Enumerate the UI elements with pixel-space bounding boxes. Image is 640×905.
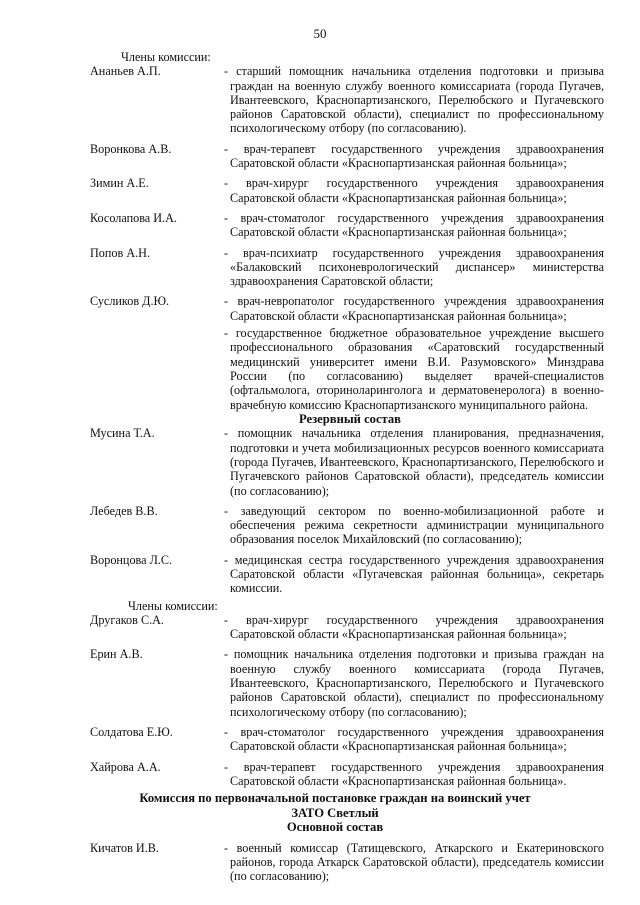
member-name: Мусина Т.А. — [90, 426, 155, 441]
member-row — [0, 176, 640, 205]
members-list-1 — [0, 64, 640, 412]
members-label-1: Члены комиссии: — [121, 50, 211, 64]
member-name: Ананьев А.П. — [90, 64, 161, 79]
member-row — [0, 613, 640, 642]
member-row — [0, 647, 640, 718]
member-row — [0, 211, 640, 240]
member-desc: - врач-хирург государственного учреждения здравоохранения Саратовской области «Краснопартизанская районная больница»; — [224, 612, 604, 642]
reserve-heading: Резервный состав — [299, 411, 401, 426]
commission-subheading: ЗАТО Светлый — [291, 805, 379, 820]
member-row — [0, 553, 640, 596]
member-row — [0, 760, 640, 789]
page-number: 50 — [313, 26, 327, 41]
member-name: Сусликов Д.Ю. — [90, 294, 170, 309]
member-name: Кичатов И.В. — [90, 840, 159, 855]
member-desc: - врач-стоматолог государственного учреждения здравоохранения Саратовской области «Краснопартизанская районная больница»; — [224, 210, 604, 240]
member-desc: - помощник начальника отделения планирования, предназначения, подготовки и учета мобилизационных ресурсов военного комиссариата (города Пугачев, Ивантеевского, Краснопартизанского, Перелюбского и Пугачевского районов Саратовской области), председатель комиссии (по согласованию); — [224, 426, 604, 498]
main-list — [0, 841, 640, 884]
member-row — [0, 246, 640, 289]
member-name: Солдатова Е.Ю. — [90, 724, 173, 739]
member-name: Ерин А.В. — [90, 647, 143, 662]
member-name: Хайрова А.А. — [90, 759, 161, 774]
member-row — [0, 841, 640, 884]
members-list-2 — [0, 613, 640, 788]
member-desc: - врач-психиатр государственного учреждения здравоохранения «Балаковский психоневрологический диспансер» министерства здравоохранения Саратовской области; — [224, 245, 604, 289]
member-desc: - врач-стоматолог государственного учреждения здравоохранения Саратовской области «Краснопартизанская районная больница»; — [224, 724, 604, 754]
member-row — [0, 326, 640, 412]
main-heading: Основной состав — [286, 820, 384, 835]
member-desc: - военный комиссар (Татищевского, Аткарского и Екатериновского районов, города Аткарск Саратовской области), председатель комиссии (по согласованию); — [224, 840, 604, 884]
reserve-list — [0, 426, 640, 595]
members-label-2: Члены комиссии: — [128, 598, 218, 613]
member-desc: - врач-хирург государственного учреждения здравоохранения Саратовской области «Краснопартизанская районная больница»; — [224, 176, 604, 205]
member-row — [0, 294, 640, 323]
member-desc: - старший помощник начальника отделения подготовки и призыва граждан на военную службу военного комиссариата (города Пугачев, Ивантеевского, Краснопартизанского, Перелюбского и Пугачевского районов Саратовской области), специалист по профессиональному психологическому отбору (по согласованию). — [224, 64, 604, 136]
commission-heading: Комиссия по первоначальной постановке граждан на воинский учет — [139, 791, 531, 806]
member-name: Воронцова Л.С. — [90, 552, 173, 567]
member-desc: - медицинская сестра государственного учреждения здравоохранения Саратовской области «Пугачевская районная больница», секретарь комиссии. — [224, 552, 604, 596]
member-row — [0, 64, 640, 135]
member-name: Косолапова И.А. — [90, 210, 177, 225]
member-desc: - государственное бюджетное образовательное учреждение высшего профессионального образования «Саратовский государственный медицинский университет имени В.И. Разумовского» Минздрава России (по согласованию) выделяет врачей-специалистов (офтальмолога, оториноларинголога и дерматовенеролога) в военно-врачебную комиссию Краснопартизанского муниципального района. — [224, 326, 604, 412]
member-row — [0, 142, 640, 171]
member-name: Другаков С.А. — [90, 612, 164, 627]
member-name: Зимин А.Е. — [90, 176, 149, 191]
member-row — [0, 725, 640, 754]
member-desc: - помощник начальника отделения подготовки и призыва граждан на военную службу военного комиссариата (города Пугачев, Ивантеевского, Краснопартизанского, Перелюбского и Пугачевского районов Саратовской области), специалист по профессиональному психологическому отбору (по согласованию); — [224, 647, 604, 719]
member-desc: - врач-терапевт государственного учреждения здравоохранения Саратовской области «Краснопартизанская районная больница»; — [224, 141, 604, 171]
member-desc: - заведующий сектором по военно-мобилизационной работе и обеспечения режима секретности администрации муниципального образования поселок Михайловский (по согласованию); — [224, 503, 604, 547]
member-row — [0, 426, 640, 497]
member-name: Воронкова А.В. — [90, 141, 172, 156]
page-content — [0, 50, 640, 884]
member-name: Попов А.Н. — [90, 245, 151, 260]
member-name: Лебедев В.В. — [90, 503, 158, 518]
member-desc: - врач-терапевт государственного учреждения здравоохранения Саратовской области «Краснопартизанская районная больница». — [224, 759, 604, 788]
member-row — [0, 504, 640, 547]
member-desc: - врач-невропатолог государственного учреждения здравоохранения Саратовской области «Краснопартизанская районная больница»; — [224, 294, 604, 323]
